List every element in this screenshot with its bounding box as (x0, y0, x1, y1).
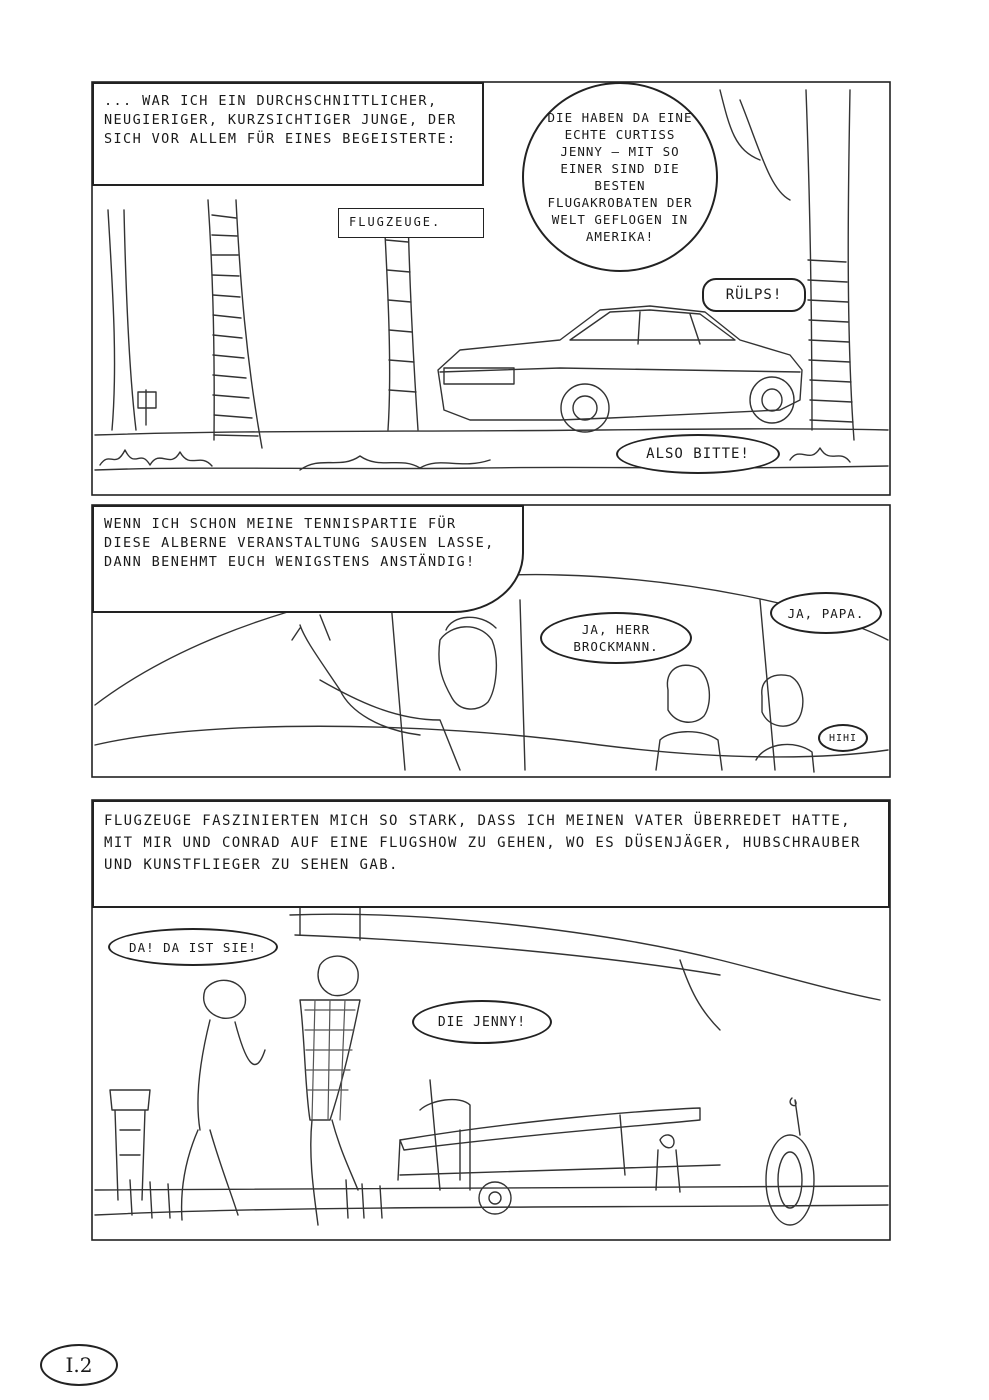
panel-1-speech-balloon-ruelps: RÜLPS! (702, 278, 806, 312)
panel-2-speech-balloon-ja-papa: JA, PAPA. (770, 592, 882, 634)
panel-1-caption: ... WAR ICH EIN DURCHSCHNITTLICHER, NEUGIERIGER, KURZSICHTIGER JUNGE, DER SICH VOR ALLEM FÜR EINES BEGEISTERTE: (92, 82, 484, 186)
panel-3-caption: FLUGZEUGE FASZINIERTEN MICH SO STARK, DASS ICH MEINEN VATER ÜBERREDET HATTE, MIT MIR UND CONRAD AUF EINE FLUGSHOW ZU GEHEN, WO ES DÜSENJÄGER, HUBSCHRAUBER UND KUNSTFLIEGER ZU SEHEN GAB. (92, 800, 890, 908)
page-number: I.2 (40, 1344, 118, 1386)
panel-1-label-box: FLUGZEUGE. (338, 208, 484, 238)
panel-2-speech-balloon-ja-herr-brockmann: JA, HERR BROCKMANN. (540, 612, 692, 664)
panel-3-speech-balloon-da-ist-sie: DA! DA IST SIE! (108, 928, 278, 966)
panel-2-caption: WENN ICH SCHON MEINE TENNISPARTIE FÜR DIESE ALBERNE VERANSTALTUNG SAUSEN LASSE, DANN BENEHMT EUCH WENIGSTENS ANSTÄNDIG! (92, 505, 524, 613)
panel-2-speech-balloon-hihi: HIHI (818, 724, 868, 752)
panel-1-speech-balloon-curtiss: DIE HABEN DA EINE ECHTE CURTISS JENNY – MIT SO EINER SIND DIE BESTEN FLUGAKROBATEN DER WELT GEFLOGEN IN AMERIKA! (522, 82, 718, 272)
panel-1-speech-balloon-also-bitte: ALSO BITTE! (616, 434, 780, 474)
panel-3-speech-balloon-die-jenny: DIE JENNY! (412, 1000, 552, 1044)
